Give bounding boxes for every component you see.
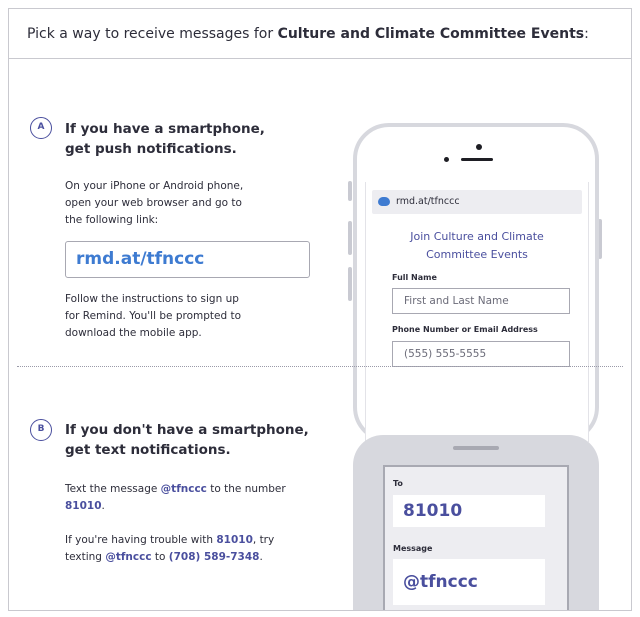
header-suffix: :: [584, 26, 589, 42]
basic-phone-screen: [383, 465, 569, 611]
speaker-icon: [453, 446, 499, 450]
step-a-badge: A: [30, 117, 52, 139]
smartphone-illustration: [353, 123, 599, 443]
phone-volume-up-button: [348, 221, 352, 255]
keyword-code-2: @tfnccc: [105, 551, 152, 563]
section-b-p2-text1: If you're having trouble with: [65, 534, 217, 546]
header-group-name: Culture and Climate Committee Events: [277, 26, 585, 42]
phone-side-button: [348, 181, 352, 201]
keyword-code: @tfnccc: [160, 483, 207, 495]
browser-url: rmd.at/tfnccc: [396, 196, 460, 207]
header: [9, 9, 631, 59]
section-a-para2-line1: Follow the instructions to sign up: [65, 293, 239, 305]
join-title: [366, 228, 588, 264]
short-code-number-2: 81010: [216, 534, 253, 546]
contact-field: (555) 555-5555: [392, 341, 570, 367]
section-b-heading: [65, 420, 315, 460]
join-title-line1: Join Culture and Climate: [410, 230, 544, 243]
section-b-p2-end: .: [259, 551, 263, 563]
sensor-icon: [444, 157, 449, 162]
section-a-heading-line2: get push notifications.: [65, 141, 237, 157]
section-b-p2-text4: to: [151, 551, 169, 563]
section-b-instructions: [65, 481, 315, 515]
instructions-card: [8, 8, 632, 611]
section-a-para1-line3: the following link:: [65, 214, 159, 226]
join-title-line2: Committee Events: [426, 248, 528, 261]
section-a-para2-line3: download the mobile app.: [65, 327, 202, 339]
to-label: To: [393, 479, 403, 488]
section-b-p1-text1: Text the message: [65, 483, 161, 495]
section-b-heading-line1: If you don't have a smartphone,: [65, 422, 309, 438]
remind-cloud-icon: [378, 197, 390, 206]
section-a-heading: [65, 119, 295, 159]
section-b-p1-end: .: [101, 500, 105, 512]
step-b-badge: B: [30, 419, 52, 441]
signup-link[interactable]: rmd.at/tfnccc: [65, 241, 310, 278]
section-a-para2-line2: for Remind. You'll be prompted to: [65, 310, 242, 322]
basic-phone-illustration: [353, 435, 599, 611]
section-a-heading-line1: If you have a smartphone,: [65, 121, 265, 137]
section-b-troubleshoot: [65, 532, 315, 566]
browser-url-bar: [372, 190, 582, 214]
header-prefix: Pick a way to receive messages for: [27, 26, 278, 42]
message-label: Message: [393, 544, 433, 553]
camera-icon: [476, 144, 482, 150]
section-b-p1-text2: to the number: [206, 483, 286, 495]
section-divider: [17, 366, 623, 367]
section-a-instructions: [65, 178, 305, 229]
section-b-p2-text2: , try: [252, 534, 275, 546]
full-name-field: First and Last Name: [392, 288, 570, 314]
smartphone-screen: [365, 182, 589, 442]
contact-label: Phone Number or Email Address: [392, 325, 538, 334]
section-b-heading-line2: get text notifications.: [65, 442, 231, 458]
section-b-p2-text3: texting: [65, 551, 106, 563]
alternate-number: (708) 589-7348: [168, 551, 260, 563]
short-code-number: 81010: [65, 500, 102, 512]
to-field: 81010: [393, 495, 545, 527]
section-a-followup: [65, 291, 305, 342]
section-a-para1-line1: On your iPhone or Android phone,: [65, 180, 244, 192]
message-field: @tfnccc: [393, 559, 545, 605]
section-a-para1-line2: open your web browser and go to: [65, 197, 242, 209]
full-name-label: Full Name: [392, 273, 437, 282]
speaker-icon: [461, 158, 493, 161]
phone-volume-down-button: [348, 267, 352, 301]
